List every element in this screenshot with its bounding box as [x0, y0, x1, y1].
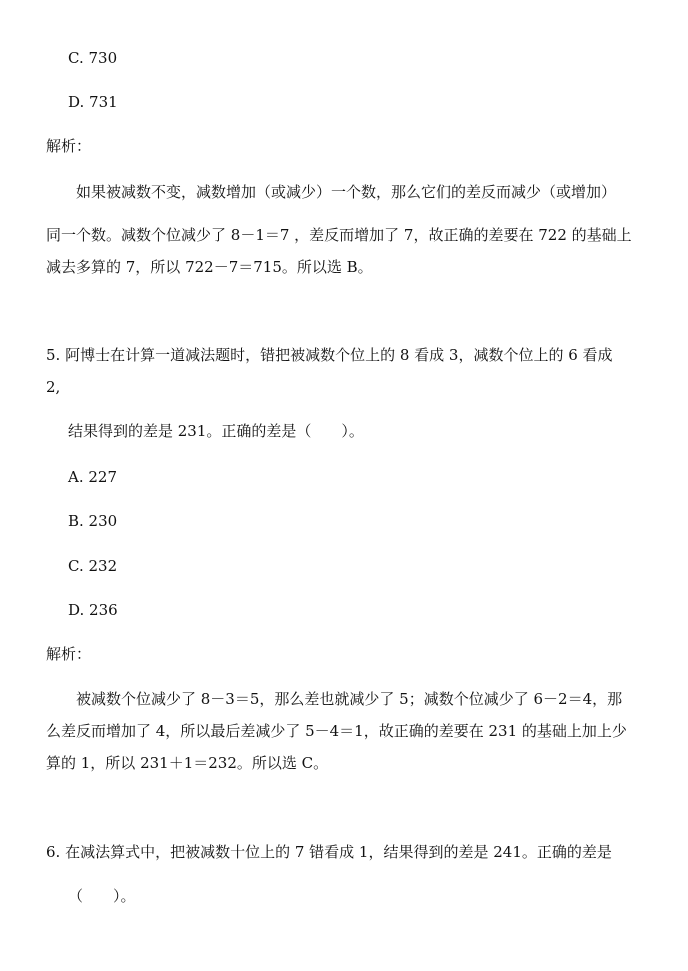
q4-option-c: C. 730	[68, 49, 118, 67]
q5-stem-line-3: 结果得到的差是 231。正确的差是（ ）。	[68, 422, 364, 440]
q5-analysis-label: 解析：	[46, 645, 92, 663]
q4-option-d: D. 731	[68, 93, 118, 111]
q4-analysis-label: 解析：	[46, 137, 92, 155]
q6-stem-line-2: （ ）。	[68, 887, 136, 905]
q5-option-a: A. 227	[68, 468, 117, 486]
q5-analysis-line-3: 算的 1，所以 231＋1＝232。所以选 C。	[46, 754, 329, 772]
q5-option-c: C. 232	[68, 557, 118, 575]
q5-analysis-line-1: 被减数个位减少了 8－3＝5，那么差也就减少了 5；减数个位减少了 6－2＝4，那	[76, 690, 623, 708]
q5-analysis-line-2: 么差反而增加了 4，所以最后差减少了 5－4＝1，故正确的差要在 231 的基础上加上少	[46, 722, 627, 740]
q5-option-b: B. 230	[68, 512, 118, 530]
q5-stem-line-2: 2,	[46, 378, 61, 396]
q5-stem-line-1: 5. 阿博士在计算一道减法题时，错把被减数个位上的 8 看成 3，减数个位上的 6 看成	[46, 346, 613, 364]
q4-analysis-line-1: 如果被减数不变，减数增加（或减少）一个数，那么它们的差反而减少（或增加）	[76, 183, 617, 201]
q4-analysis-line-2: 同一个数。减数个位减少了 8－1＝7 ，差反而增加了 7，故正确的差要在 722 的基础上	[46, 226, 632, 244]
q6-stem-line-1: 6. 在减法算式中，把被减数十位上的 7 错看成 1，结果得到的差是 241。正确的差是	[46, 843, 612, 861]
q5-option-d: D. 236	[68, 601, 118, 619]
q4-analysis-line-3: 减去多算的 7，所以 722－7＝715。所以选 B。	[46, 258, 373, 276]
